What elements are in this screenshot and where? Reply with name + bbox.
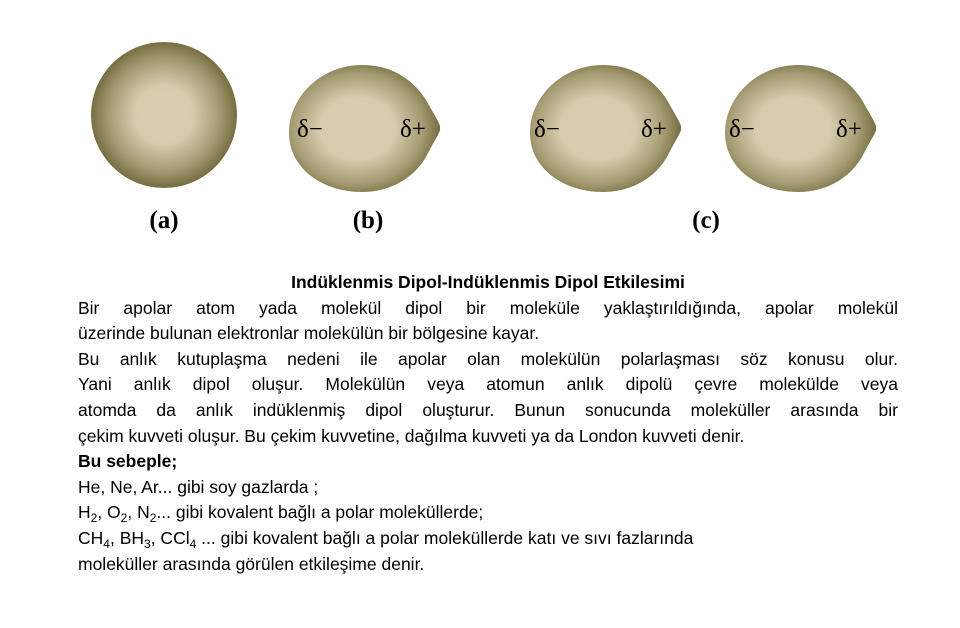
delta-minus-b: δ−	[297, 116, 323, 143]
paragraph2-line3: atomda da anlık indüklenmiş dipol oluşturur. Bunun sonucunda moleküller arasında bir	[78, 399, 898, 420]
paragraph1-line1: Bir apolar atom yada molekül dipol bir moleküle yaklaştırıldığında, apolar molekül	[78, 297, 898, 318]
formula-n-sub: 2	[149, 511, 157, 526]
formula-ch: CH	[78, 527, 104, 548]
paragraph2-line4: çekim kuvveti oluşur. Bu çekim kuvvetine, dağılma kuvveti ya da London kuvveti denir.	[78, 425, 745, 446]
delta-plus-c-right: δ+	[836, 116, 862, 143]
delta-minus-c-right: δ−	[729, 116, 755, 143]
caption-a: (a)	[149, 207, 179, 234]
formula-o-sub: 2	[120, 511, 128, 526]
formula-ch-sub: 4	[103, 536, 110, 551]
delta-plus-c-left: δ+	[641, 116, 667, 143]
formula-n: , N	[127, 502, 150, 523]
paragraph2-line2: Yani anlık dipol oluşur. Molekülün veya atomun anlık dipolü çevre molekülde veya	[78, 374, 898, 395]
formula-bh: , BH	[109, 527, 145, 548]
formula-ccl: , CCl	[150, 527, 190, 548]
noble-gases-line: He, Ne, Ar... gibi soy gazlarda ;	[78, 476, 319, 497]
atom-a	[91, 42, 237, 188]
caption-c: (c)	[692, 207, 720, 234]
text-body	[78, 270, 898, 577]
delta-plus-b: δ+	[400, 116, 426, 143]
molecules-rest: ... gibi kovalent bağlı a polar moleküllerde katı ve sıvı fazlarında	[196, 527, 694, 548]
formula-bh-sub: 3	[144, 536, 151, 551]
diatomic-rest: ... gibi kovalent bağlı a polar moleküllerde;	[156, 502, 484, 523]
formula-h-sub: 2	[90, 511, 98, 526]
delta-minus-c-left: δ−	[534, 116, 560, 143]
paragraph2-line1: Bu anlık kutuplaşma nedeni ile apolar olan molekülün polarlaşması söz konusu olur.	[78, 348, 898, 369]
section-heading: Bu sebeple;	[78, 451, 178, 472]
last-line: moleküller arasında görülen etkileşime denir.	[78, 553, 425, 574]
caption-b: (b)	[352, 207, 384, 234]
diatomic-line	[78, 500, 898, 526]
dipole-figure	[0, 0, 960, 260]
formula-o: , O	[97, 502, 121, 523]
formula-h: H	[78, 502, 91, 523]
paragraph1-line2: üzerinde bulunan elektronlar molekülün bir bölgesine kayar.	[78, 323, 540, 344]
formula-ccl-sub: 4	[189, 536, 197, 551]
molecules-line	[78, 526, 898, 552]
page-title: Indüklenmis Dipol-Indüklenmis Dipol Etkilesimi	[291, 272, 685, 292]
